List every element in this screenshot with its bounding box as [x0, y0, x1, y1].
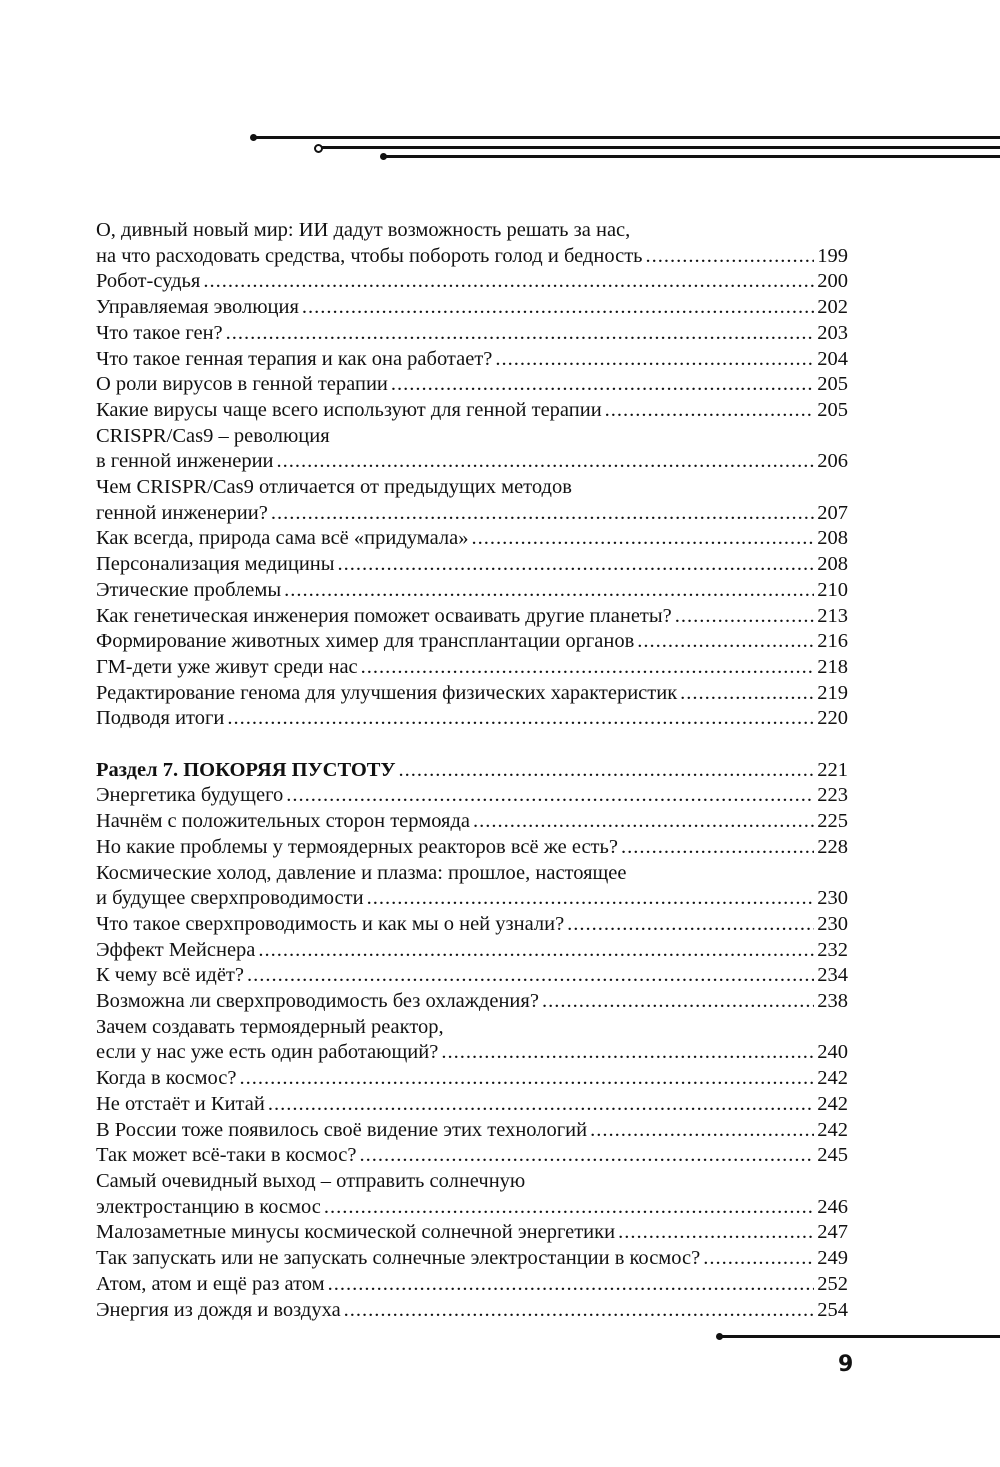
toc-entry-line: [96, 501, 848, 527]
toc-entry-line: [96, 835, 848, 861]
dot-leader: [286, 783, 814, 809]
toc-entry: [96, 1143, 848, 1169]
toc-entry: [96, 783, 848, 809]
toc-entry-line: [96, 886, 848, 912]
dot-leader: [399, 758, 815, 784]
toc-entry: [96, 938, 848, 964]
dot-leader: [258, 938, 814, 964]
toc-entry-title: электростанцию в космос: [96, 1195, 321, 1218]
toc-entry-line: [96, 604, 848, 630]
dot-leader: [239, 1066, 814, 1092]
toc-entry-title: Энергетика будущего: [96, 784, 284, 807]
toc-entry-page: 242: [817, 1092, 848, 1115]
toc-entry-title: Так может всё-таки в космос?: [96, 1144, 357, 1167]
toc-entry-page: 252: [817, 1272, 848, 1295]
toc-entry-page: 219: [817, 681, 848, 704]
toc-entry-line: [96, 398, 848, 424]
dot-leader: [277, 449, 815, 475]
toc-entry-line: [96, 449, 848, 475]
toc-entry: [96, 1246, 848, 1272]
toc-entry-title: Раздел 7. ПОКОРЯЯ ПУСТОТУ: [96, 758, 396, 781]
toc-entry-title: В России тоже появилось своё видение этих технологий: [96, 1118, 588, 1141]
toc-entry-title: Какие вирусы чаще всего используют для генной терапии: [96, 398, 602, 421]
dot-leader: [359, 1143, 814, 1169]
toc-entry-line: [96, 706, 848, 732]
toc-entry: [96, 1220, 848, 1246]
toc-entry: [96, 1118, 848, 1144]
toc-entry: [96, 963, 848, 989]
footer-rule: [720, 1335, 1000, 1338]
dot-leader: [247, 963, 814, 989]
toc-entry-page: 205: [817, 373, 848, 396]
table-of-contents: [96, 218, 848, 1323]
toc-entry-line: [96, 989, 848, 1015]
toc-entry-title: Управляемая эволюция: [96, 296, 299, 319]
toc-entry-page: 220: [817, 707, 848, 730]
toc-entry-page: 247: [817, 1221, 848, 1244]
toc-entry-title: Подводя итоги: [96, 707, 225, 730]
toc-entry-line: [96, 244, 848, 270]
toc-entry: [96, 372, 848, 398]
toc-entry-page: 249: [817, 1247, 848, 1270]
toc-entry-page: 208: [817, 553, 848, 576]
toc-entry: [96, 809, 848, 835]
toc-entry-line: [96, 1066, 848, 1092]
toc-entry-line: [96, 1118, 848, 1144]
toc-entry-line: [96, 783, 848, 809]
toc-entry-title: Не отстаёт и Китай: [96, 1092, 265, 1115]
toc-entry: [96, 526, 848, 552]
toc-entry-line: [96, 269, 848, 295]
toc-entry-page: 218: [817, 655, 848, 678]
toc-entry-page: 246: [817, 1195, 848, 1218]
toc-entry: [96, 655, 848, 681]
toc-entry-page: 223: [817, 784, 848, 807]
toc-entry: [96, 269, 848, 295]
toc-entry-line: [96, 681, 848, 707]
dot-leader: [203, 269, 814, 295]
page-number: 9: [838, 1352, 854, 1377]
toc-entry-title: Энергия из дождя и воздуха: [96, 1298, 341, 1321]
toc-entry: [96, 861, 848, 912]
toc-entry-title: Как генетическая инженерия поможет осваивать другие планеты?: [96, 604, 672, 627]
toc-entry: [96, 681, 848, 707]
toc-entry-page: 203: [817, 321, 848, 344]
toc-entry-title-line: О, дивный новый мир: ИИ дадут возможность решать за нас,: [96, 219, 631, 241]
dot-leader: [268, 1092, 814, 1118]
toc-entry-line: [96, 321, 848, 347]
toc-entry-page: 242: [817, 1118, 848, 1141]
toc-entry: [96, 1272, 848, 1298]
toc-entry: [96, 604, 848, 630]
toc-entry-page: 205: [817, 398, 848, 421]
toc-entry-line: [96, 578, 848, 604]
dot-leader: [471, 526, 814, 552]
toc-entry-page: 232: [817, 938, 848, 961]
toc-entry-page: 230: [817, 887, 848, 910]
toc-entry: [96, 321, 848, 347]
dot-leader: [328, 1272, 815, 1298]
toc-entry-title: Редактирование генома для улучшения физических характеристик: [96, 681, 678, 704]
dot-leader: [324, 1195, 814, 1221]
toc-entry-title: на что расходовать средства, чтобы побороть голод и бедность: [96, 244, 643, 267]
toc-entry-page: 210: [817, 578, 848, 601]
header-rule-3: [384, 155, 1000, 158]
toc-entry-page: 216: [817, 630, 848, 653]
toc-entry: [96, 1169, 848, 1220]
toc-entry: [96, 1298, 848, 1324]
toc-entry-page: 199: [817, 244, 848, 267]
toc-entry: [96, 1066, 848, 1092]
toc-entry-title-line: Зачем создавать термоядерный реактор,: [96, 1015, 444, 1038]
toc-entry-page: 208: [817, 527, 848, 550]
toc-entry-title: Что такое сверхпроводимость и как мы о ней узнали?: [96, 912, 565, 935]
toc-entry-title: генной инженерии?: [96, 501, 268, 524]
toc-entry: [96, 989, 848, 1015]
toc-entry: [96, 347, 848, 373]
dot-leader: [344, 1298, 815, 1324]
toc-entry-title: Начнём с положительных сторон термояда: [96, 810, 471, 833]
toc-entry-title-line: CRISPR/Cas9 – революция: [96, 424, 330, 447]
toc-entry-line: [96, 655, 848, 681]
toc-entry-title: Малозаметные минусы космической солнечной энергетики: [96, 1221, 616, 1244]
toc-entry-page: 204: [817, 347, 848, 370]
dot-leader: [567, 912, 814, 938]
toc-entry: [96, 578, 848, 604]
dot-leader: [361, 655, 815, 681]
toc-entry-line: [96, 963, 848, 989]
toc-entry: [96, 912, 848, 938]
dot-leader: [590, 1118, 814, 1144]
toc-entry-title: если у нас уже есть один работающий?: [96, 1041, 439, 1064]
dot-leader: [542, 989, 814, 1015]
dot-leader: [618, 1220, 814, 1246]
toc-entry-title: ГМ-дети уже живут среди нас: [96, 655, 358, 678]
dot-leader: [473, 809, 814, 835]
toc-entry-line: [96, 758, 848, 784]
section-heading: [96, 758, 848, 784]
toc-entry: [96, 398, 848, 424]
toc-entry-title: в генной инженерии: [96, 450, 274, 473]
toc-entry-line: [96, 912, 848, 938]
toc-entry-page: 234: [817, 964, 848, 987]
dot-leader: [605, 398, 815, 424]
toc-entry-line: [96, 347, 848, 373]
toc-entry: [96, 1015, 848, 1066]
toc-entry-title: Робот-судья: [96, 270, 201, 293]
dot-leader: [637, 629, 814, 655]
dot-leader: [680, 681, 814, 707]
toc-entry-title: Возможна ли сверхпроводимость без охлаждения?: [96, 990, 539, 1013]
toc-entry-title-line: Самый очевидный выход – отправить солнечную: [96, 1170, 526, 1192]
toc-entry-line: [96, 1220, 848, 1246]
toc-entry-title: Так запускать или не запускать солнечные электростанции в космос?: [96, 1247, 701, 1270]
toc-entry-line: [96, 1246, 848, 1272]
toc-entry: [96, 552, 848, 578]
toc-entry-page: 225: [817, 810, 848, 833]
toc-entry-title: Что такое генная терапия и как она работает?: [96, 347, 493, 370]
toc-entry-title: Атом, атом и ещё раз атом: [96, 1272, 325, 1295]
toc-entry-line: [96, 552, 848, 578]
toc-entry-title-line: Космические холод, давление и плазма: прошлое, настоящее: [96, 861, 627, 884]
toc-entry-line: [96, 1040, 848, 1066]
toc-entry-line: [96, 1092, 848, 1118]
toc-entry-page: 240: [817, 1041, 848, 1064]
toc-entry: [96, 706, 848, 732]
dot-leader: [226, 321, 815, 347]
toc-entry: [96, 295, 848, 321]
toc-entry: [96, 629, 848, 655]
toc-entry-page: 242: [817, 1067, 848, 1090]
toc-entry: [96, 1092, 848, 1118]
toc-entry-page: 254: [817, 1298, 848, 1321]
toc-entry-title: Этические проблемы: [96, 578, 282, 601]
toc-entry-page: 228: [817, 835, 848, 858]
toc-entry-page: 207: [817, 501, 848, 524]
toc-entry-title: О роли вирусов в генной терапии: [96, 373, 388, 396]
toc-entry-title: Что такое ген?: [96, 321, 223, 344]
dot-leader: [441, 1040, 814, 1066]
toc-entry-line: [96, 1272, 848, 1298]
toc-entry: [96, 218, 848, 269]
toc-entry-title: Формирование животных химер для трансплантации органов: [96, 630, 635, 653]
toc-entry-line: [96, 809, 848, 835]
toc-entry-page: 245: [817, 1144, 848, 1167]
dot-leader: [391, 372, 814, 398]
toc-entry-title: и будущее сверхпроводимости: [96, 887, 364, 910]
toc-entry: [96, 424, 848, 475]
toc-entry-line: [96, 1143, 848, 1169]
dot-leader: [271, 501, 814, 527]
toc-entry-line: [96, 295, 848, 321]
header-rule-2: [321, 146, 1000, 149]
toc-entry: [96, 475, 848, 526]
toc-entry-page: 221: [817, 758, 848, 781]
toc-entry-title: Но какие проблемы у термоядерных реакторов всё же есть?: [96, 835, 618, 858]
dot-leader: [646, 244, 815, 270]
toc-entry-line: [96, 629, 848, 655]
toc-entry-line: [96, 1195, 848, 1221]
dot-leader: [495, 347, 814, 373]
toc-entry-line: [96, 526, 848, 552]
toc-entry-title: Как всегда, природа сама всё «придумала»: [96, 527, 469, 550]
header-rule-1: [254, 136, 1000, 139]
toc-entry-line: [96, 938, 848, 964]
toc-entry-title-line: Чем CRISPR/Cas9 отличается от предыдущих методов: [96, 476, 572, 499]
dot-leader: [621, 835, 814, 861]
dot-leader: [338, 552, 815, 578]
toc-entry-page: 200: [817, 270, 848, 293]
toc-entry-title: Эффект Мейснера: [96, 938, 256, 961]
toc-entry-page: 213: [817, 604, 848, 627]
toc-entry-line: [96, 1298, 848, 1324]
toc-entry-page: 230: [817, 912, 848, 935]
toc-entry-title: Персонализация медицины: [96, 553, 335, 576]
dot-leader: [675, 604, 814, 630]
dot-leader: [302, 295, 814, 321]
toc-entry-title: Когда в космос?: [96, 1067, 237, 1090]
toc-entry-page: 238: [817, 990, 848, 1013]
dot-leader: [703, 1246, 814, 1272]
dot-leader: [284, 578, 814, 604]
toc-entry-title: К чему всё идёт?: [96, 964, 244, 987]
toc-entry-page: 202: [817, 296, 848, 319]
toc-entry-line: [96, 372, 848, 398]
dot-leader: [367, 886, 815, 912]
dot-leader: [227, 706, 814, 732]
toc-entry-page: 206: [817, 450, 848, 473]
toc-entry: [96, 835, 848, 861]
